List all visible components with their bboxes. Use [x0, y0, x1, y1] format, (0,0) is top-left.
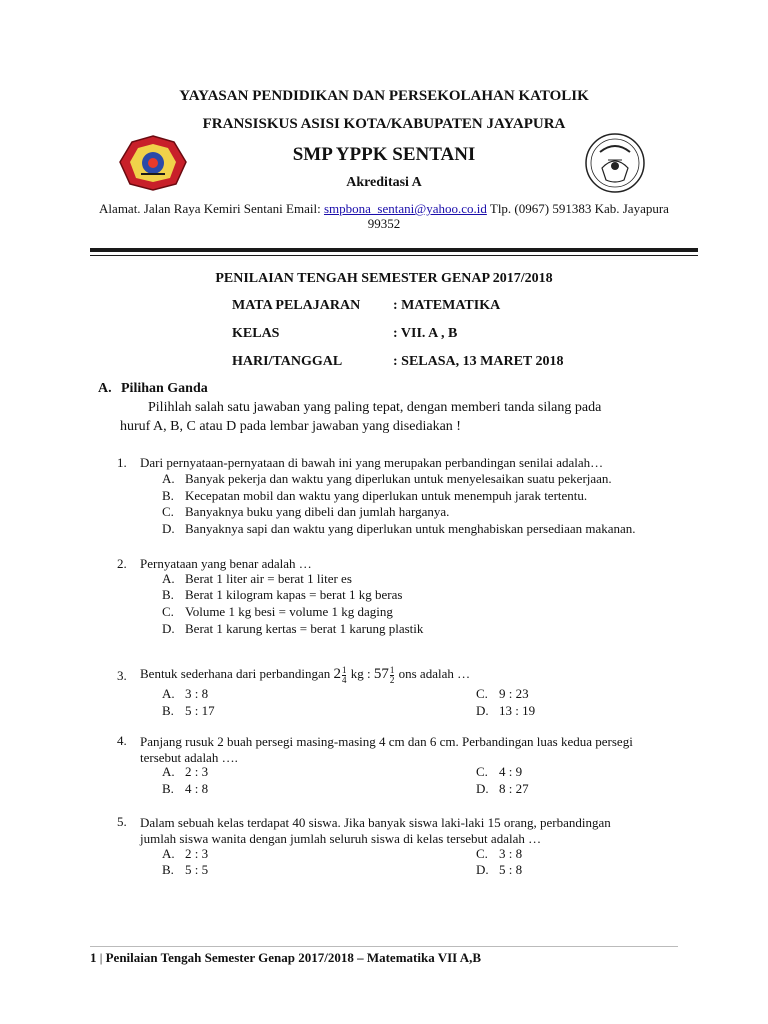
q3-text-prefix: Bentuk sederhana dari perbandingan [140, 666, 334, 681]
q1-option-b: Kecepatan mobil dan waktu yang diperlukan untuk menempuh jarak tertentu. [185, 488, 588, 503]
q1-option-c: Banyaknya buku yang dibeli dan jumlah harganya. [185, 504, 450, 519]
q3-option-c-letter: C. [476, 686, 488, 701]
q1-option-d: Banyaknya sapi dan waktu yang diperlukan untuk menghabiskan persediaan makanan. [185, 521, 636, 536]
address-prefix: Alamat. Jalan Raya Kemiri Sentani Email: [99, 201, 324, 216]
question-4-text-line-2: tersebut adalah …. [140, 750, 238, 765]
q5-option-b-letter: B. [162, 862, 174, 877]
question-3-text [140, 661, 470, 687]
q5-option-c-letter: C. [476, 846, 488, 861]
subject-label: MATA PELAJARAN [232, 298, 361, 313]
footer-separator: | [96, 950, 106, 965]
q5-option-a-letter: A. [162, 846, 175, 861]
school-name: SMP YPPK SENTANI [292, 144, 476, 165]
q1-option-c-letter: C. [162, 504, 174, 519]
q1-option-d-letter: D. [162, 521, 175, 536]
q5-option-c: 3 : 8 [499, 846, 523, 861]
q3-option-d-letter: D. [476, 703, 489, 718]
q4-option-d-letter: D. [476, 781, 489, 796]
q3-mixed1-whole: 2 [333, 666, 341, 682]
q1-option-a-letter: A. [162, 471, 175, 486]
q3-fraction-1-denominator: 4 [341, 674, 347, 685]
question-1-text: Dari pernyataan-pernyataan di bawah ini yang merupakan perbandingan senilai adalah… [140, 455, 604, 470]
q4-option-d: 8 : 27 [499, 781, 529, 796]
section-letter: A. [98, 381, 112, 396]
q3-text-suffix: ons adalah … [395, 666, 471, 681]
question-2-text: Pernyataan yang benar adalah … [140, 556, 312, 571]
question-5-text-line-1: Dalam sebuah kelas terdapat 40 siswa. Jika banyak siswa laki-laki 15 orang, perbandingan [140, 815, 611, 830]
q2-option-b: Berat 1 kilogram kapas = berat 1 kg beras [185, 587, 403, 602]
q4-option-c-letter: C. [476, 764, 488, 779]
email-link[interactable]: smpbona_sentani@yahoo.co.id [323, 201, 487, 216]
question-number: 2. [117, 556, 127, 571]
q2-option-d-letter: D. [162, 621, 175, 636]
foundation-name: YAYASAN PENDIDIKAN DAN PERSEKOLAHAN KATOLIK [179, 88, 589, 104]
subject-value: : MATEMATIKA [393, 298, 501, 313]
q4-option-a-letter: A. [162, 764, 175, 779]
q2-option-c-letter: C. [162, 604, 174, 619]
q5-option-b: 5 : 5 [185, 862, 209, 877]
question-5-text-line-2: jumlah siswa wanita dengan jumlah seluruh siswa di kelas tersebut adalah … [140, 831, 542, 846]
instruction-line-2: huruf A, B, C atau D pada lembar jawaban yang disediakan ! [120, 419, 461, 434]
postcode: 99352 [367, 216, 401, 231]
q4-option-b: 4 : 8 [185, 781, 209, 796]
q3-option-a-letter: A. [162, 686, 175, 701]
question-4-text-line-1: Panjang rusuk 2 buah persegi masing-masing 4 cm dan 6 cm. Perbandingan luas kedua persegi [140, 734, 633, 749]
q2-option-c: Volume 1 kg besi = volume 1 kg daging [185, 604, 393, 619]
q5-option-d: 5 : 8 [499, 862, 523, 877]
q1-option-b-letter: B. [162, 488, 174, 503]
page-number: 1 [90, 950, 97, 965]
q2-option-a-letter: A. [162, 571, 175, 586]
question-number: 5. [117, 814, 127, 829]
q3-mid-text: kg : [347, 666, 374, 681]
exam-title: PENILAIAN TENGAH SEMESTER GENAP 2017/2018 [215, 271, 553, 286]
question-number: 4. [117, 733, 127, 748]
q3-option-d: 13 : 19 [499, 703, 536, 718]
foundation-location: FRANSISKUS ASISI KOTA/KABUPATEN JAYAPURA [202, 116, 566, 132]
instruction-line-1: Pilihlah salah satu jawaban yang paling tepat, dengan memberi tanda silang pada [148, 400, 602, 415]
q3-option-b: 5 : 17 [185, 703, 215, 718]
q3-fraction-1-numerator: 1 [341, 664, 347, 675]
q3-mixed2-whole: 57 [373, 666, 389, 682]
q5-option-a: 2 : 3 [185, 846, 209, 861]
question-number: 3. [117, 668, 127, 683]
address-line [0, 201, 768, 217]
q3-fraction-2-denominator: 2 [389, 674, 395, 685]
footer-divider [90, 946, 678, 947]
class-value: : VII. A , B [393, 326, 458, 341]
q2-option-d: Berat 1 karung kertas = berat 1 karung plastik [185, 621, 424, 636]
q2-option-b-letter: B. [162, 587, 174, 602]
class-label: KELAS [232, 326, 280, 341]
q4-option-b-letter: B. [162, 781, 174, 796]
date-label: HARI/TANGGAL [232, 354, 343, 369]
q3-fraction-2 [390, 666, 395, 685]
q3-option-c: 9 : 23 [499, 686, 529, 701]
page-footer [90, 950, 481, 966]
q3-option-a: 3 : 8 [185, 686, 209, 701]
header-divider-thick [90, 248, 698, 252]
q3-fraction-1 [342, 666, 347, 685]
q3-fraction-2-numerator: 1 [389, 664, 395, 675]
footer-text: Penilaian Tengah Semester Genap 2017/2018 – Matematika VII A,B [105, 950, 482, 965]
q5-option-d-letter: D. [476, 862, 489, 877]
question-number: 1. [117, 455, 127, 470]
q4-option-c: 4 : 9 [499, 764, 523, 779]
date-value: : SELASA, 13 MARET 2018 [393, 354, 564, 369]
header-divider-thin [90, 255, 698, 256]
q2-option-a: Berat 1 liter air = berat 1 liter es [185, 571, 352, 586]
address-suffix: Tlp. (0967) 591383 Kab. Jayapura [486, 201, 669, 216]
section-title: Pilihan Ganda [121, 381, 208, 396]
q1-option-a: Banyak pekerja dan waktu yang diperlukan untuk menyelesaikan suatu pekerjaan. [185, 471, 612, 486]
q4-option-a: 2 : 3 [185, 764, 209, 779]
accreditation: Akreditasi A [346, 175, 422, 190]
q3-option-b-letter: B. [162, 703, 174, 718]
